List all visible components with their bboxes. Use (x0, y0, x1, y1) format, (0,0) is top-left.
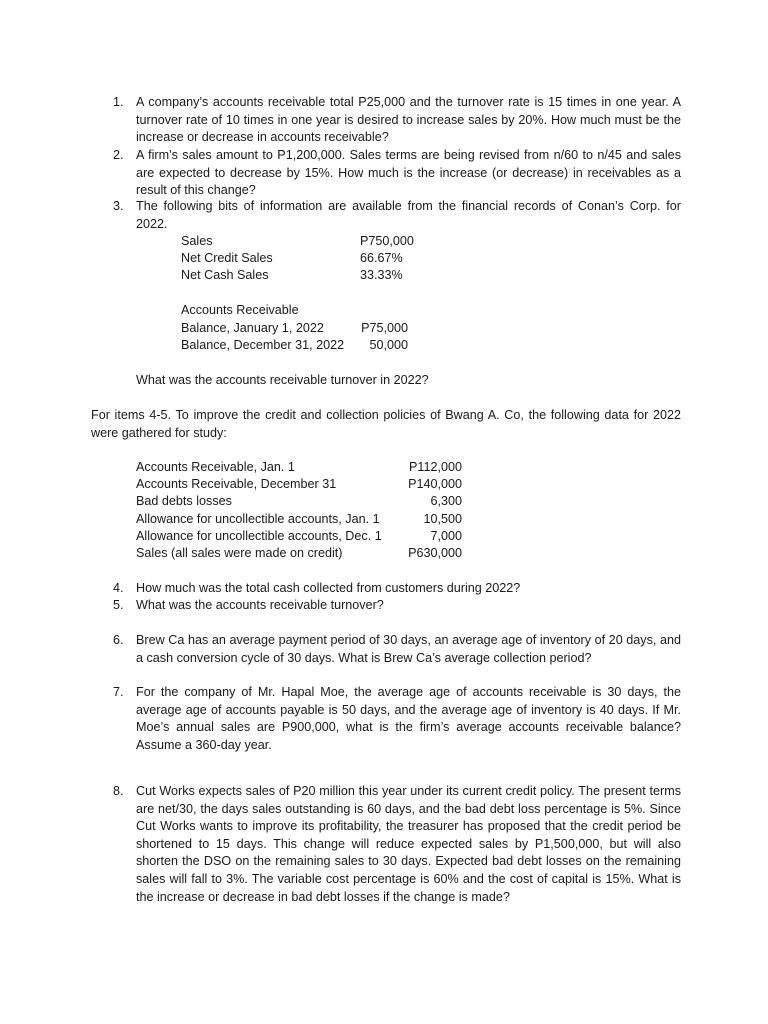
question-text: Brew Ca has an average payment period of 30 days, an average age of inventory of 20 days, and a cash conversion cycle of 30 days. What is Brew Ca’s average collection period? (136, 633, 681, 665)
question-2 (113, 147, 681, 200)
question-8 (113, 783, 681, 906)
question-number: 4. (113, 581, 124, 595)
table-value: 10,500 (423, 512, 462, 526)
table-value: 50,000 (369, 338, 408, 352)
table-label: Sales (all sales were made on credit) (136, 546, 343, 560)
question-number: 5. (113, 598, 124, 612)
table-value: 7,000 (430, 529, 462, 543)
items-4-5-intro: For items 4-5. To improve the credit and collection policies of Bwang A. Co, the following data for 2022 were gathered for study: (91, 408, 681, 440)
question-5 (113, 597, 681, 615)
table-value: P112,000 (409, 460, 462, 474)
table-label: Balance, December 31, 2022 (181, 338, 345, 352)
question-number: 3. (113, 199, 124, 213)
table-label: Accounts Receivable, December 31 (136, 477, 337, 491)
question-text: What was the accounts receivable turnover? (136, 598, 384, 612)
table-value: 66.67% (360, 251, 403, 265)
table-label: Allowance for uncollectible accounts, Dec. 1 (136, 529, 382, 543)
question-text: The following bits of information are available from the financial records of Conan’s Corp. for 2022. (136, 199, 681, 231)
table-value: P750,000 (360, 234, 414, 248)
table-label: Balance, January 1, 2022 (181, 321, 324, 335)
table-label: Net Credit Sales (181, 251, 273, 265)
table-value: 33.33% (360, 268, 403, 282)
question-7 (113, 684, 681, 754)
question-number: 8. (113, 784, 124, 798)
question-number: 6. (113, 633, 124, 647)
question-6 (113, 632, 681, 667)
question-number: 7. (113, 685, 124, 699)
table-label: Net Cash Sales (181, 268, 269, 282)
table-value: P140,000 (408, 477, 462, 491)
question-3-prompt: What was the accounts receivable turnover in 2022? (136, 373, 429, 387)
table-label: Bad debts losses (136, 494, 232, 508)
question-1 (113, 94, 681, 147)
table-label: Sales (181, 234, 213, 248)
question-text: A company’s accounts receivable total P25,000 and the turnover rate is 15 times in one year. A turnover rate of 10 times in one year is desired to increase sales by 20%. How much must be the increase or decrease in accounts receivable? (136, 95, 681, 145)
table-value: P630,000 (408, 546, 462, 560)
question-text: How much was the total cash collected from customers during 2022? (136, 581, 521, 595)
question-3 (113, 198, 681, 233)
question-4 (113, 580, 681, 598)
question-text: A firm’s sales amount to P1,200,000. Sales terms are being revised from n/60 to n/45 and sales are expected to decrease by 15%. How much is the increase (or decrease) in receivables as a result of this change? (136, 148, 681, 198)
table-subheading: Accounts Receivable (181, 303, 299, 317)
question-text: Cut Works expects sales of P20 million this year under its current credit policy. The present terms are net/30, the days sales outstanding is 60 days, and the bad debt loss percentage is 5%. Since Cut Works wants to improve its profitability, the treasurer has proposed that the credit period be shortened to 15 days. This change will reduce expected sales by P1,500,000, but will also shorten the DSO on the remaining sales to 30 days. Expected bad debt losses on the remaining sales will fall to 3%. The variable cost percentage is 60% and the cost of capital is 15%. What is the increase or decrease in bad debt losses if the change is made? (136, 784, 681, 904)
question-number: 1. (113, 95, 124, 109)
table-label: Allowance for uncollectible accounts, Jan. 1 (136, 512, 380, 526)
table-label: Accounts Receivable, Jan. 1 (136, 460, 295, 474)
table-value: P75,000 (361, 321, 408, 335)
table-value: 6,300 (430, 494, 462, 508)
question-text: For the company of Mr. Hapal Moe, the average age of accounts receivable is 30 days, the average age of accounts payable is 50 days, and the average age of inventory is 40 days. If Mr. Moe’s annual sales are P900,000, what is the firm’s average accounts receivable balance? Assume a 360-day year. (136, 685, 681, 752)
question-number: 2. (113, 148, 124, 162)
